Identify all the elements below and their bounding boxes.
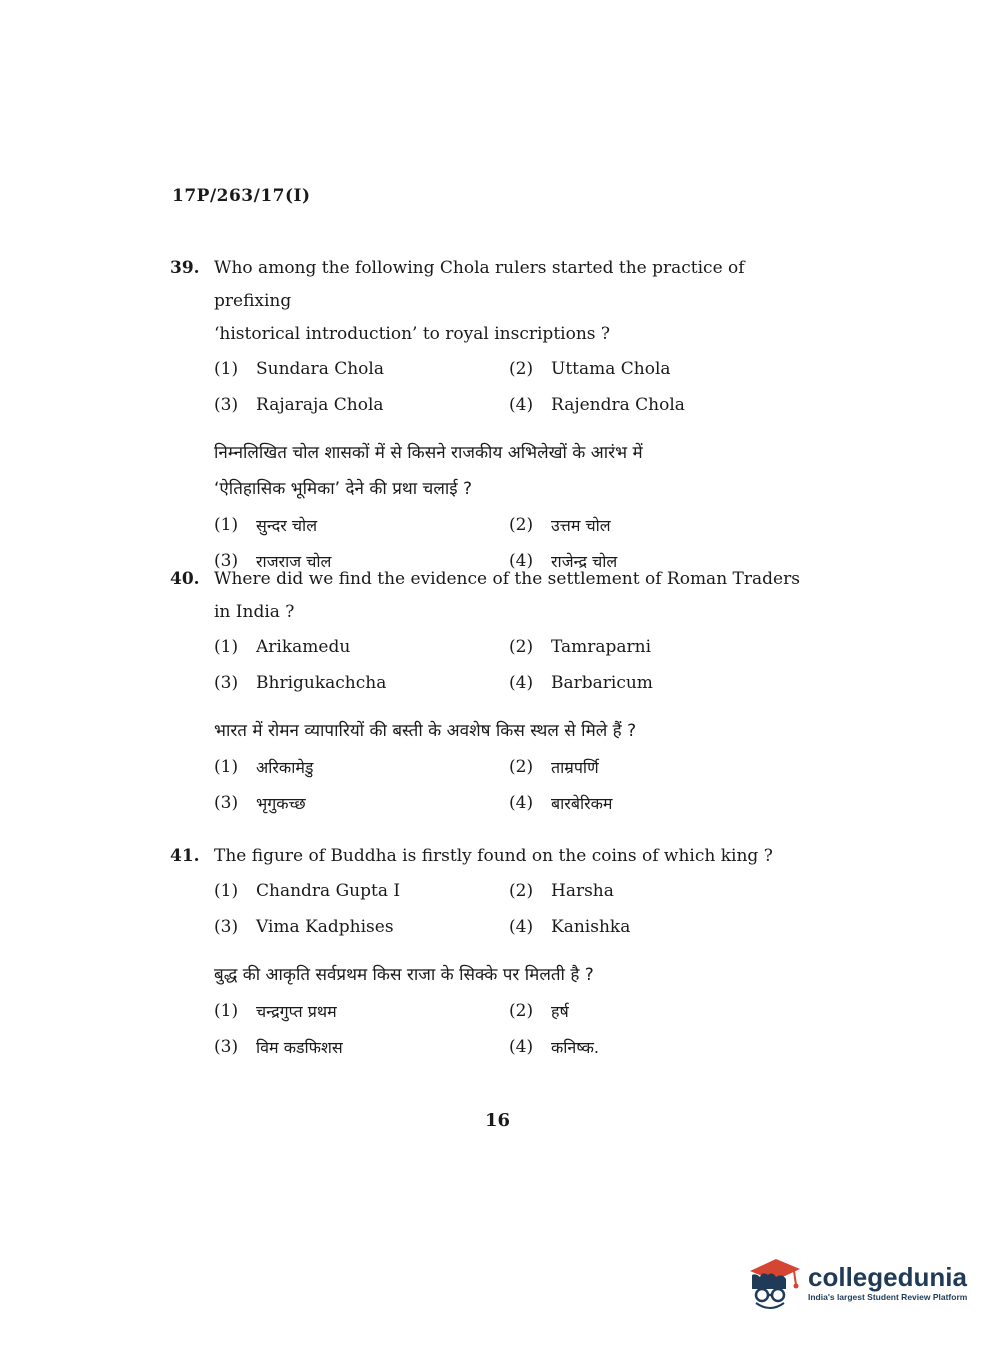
option: (1) Chandra Gupta I — [214, 881, 401, 901]
option: (3) भृगुकच्छ — [214, 793, 306, 813]
option: (1) चन्द्रगुप्त प्रथम — [214, 1001, 337, 1021]
option: (2) Tamraparni — [509, 637, 652, 657]
option: (1) Sundara Chola — [214, 359, 384, 379]
option: (3) Vima Kadphises — [214, 917, 394, 937]
option: (2) Harsha — [509, 881, 614, 901]
question-text-hi: निम्नलिखित चोल शासकों में से किसने राजकीय अभिलेखों के आरंभ में ‘ऐतिहासिक भूमिका’ देने की प्रथा चलाई ? — [214, 443, 643, 499]
question-41 — [170, 840, 820, 1065]
question-number: 39. — [170, 258, 200, 278]
question-40 — [170, 563, 820, 821]
question-text-en: Who among the following Chola rulers started the practice of prefixing — [214, 258, 745, 311]
option: (1) सुन्दर चोल — [214, 515, 318, 535]
question-text-hi: बुद्ध की आकृति सर्वप्रथम किस राजा के सिक्के पर मिलती है ? — [214, 965, 594, 985]
question-text-en-cont: ‘historical introduction’ to royal inscriptions ? — [214, 324, 611, 344]
option: (3) Bhrigukachcha — [214, 673, 387, 693]
paper-code: 17P/263/17(I) — [172, 186, 311, 206]
question-number: 41. — [170, 846, 200, 866]
question-39 — [170, 252, 820, 579]
question-number: 40. — [170, 569, 200, 589]
brand-name: collegedunia — [808, 1262, 967, 1292]
options-hi — [214, 993, 820, 1065]
student-mascot-icon — [742, 1253, 802, 1313]
options-en — [214, 351, 820, 423]
question-text-hi: भारत में रोमन व्यापारियों की बस्ती के अवशेष किस स्थल से मिले हैं ? — [214, 721, 637, 741]
option: (1) Arikamedu — [214, 637, 351, 657]
collegedunia-watermark[interactable] — [742, 1252, 972, 1314]
option: (4) राजेन्द्र चोल — [509, 551, 618, 571]
option: (4) कनिष्क. — [509, 1037, 600, 1057]
option: (4) Rajendra Chola — [509, 395, 685, 415]
option: (3) विम कडफिशस — [214, 1037, 343, 1057]
option: (2) ताम्रपर्णि — [509, 757, 599, 777]
option: (3) राजराज चोल — [214, 551, 332, 571]
option: (4) Barbaricum — [509, 673, 653, 693]
brand-tagline: India's largest Student Review Platform — [808, 1292, 968, 1302]
question-text-en-cont: in India ? — [214, 602, 295, 622]
page-number: 16 — [485, 1110, 511, 1131]
option: (4) Kanishka — [509, 917, 631, 937]
option: (2) हर्ष — [509, 1001, 569, 1021]
option: (3) Rajaraja Chola — [214, 395, 384, 415]
option: (2) Uttama Chola — [509, 359, 671, 379]
option: (1) अरिकामेडु — [214, 757, 314, 777]
option: (4) बारबेरिकम — [509, 793, 613, 813]
question-text-en: Where did we find the evidence of the settlement of Roman Traders — [214, 569, 800, 589]
options-en — [214, 873, 820, 945]
question-text-en: The figure of Buddha is firstly found on the coins of which king ? — [214, 846, 773, 866]
options-en — [214, 629, 820, 701]
option: (2) उत्तम चोल — [509, 515, 611, 535]
options-hi — [214, 749, 820, 821]
